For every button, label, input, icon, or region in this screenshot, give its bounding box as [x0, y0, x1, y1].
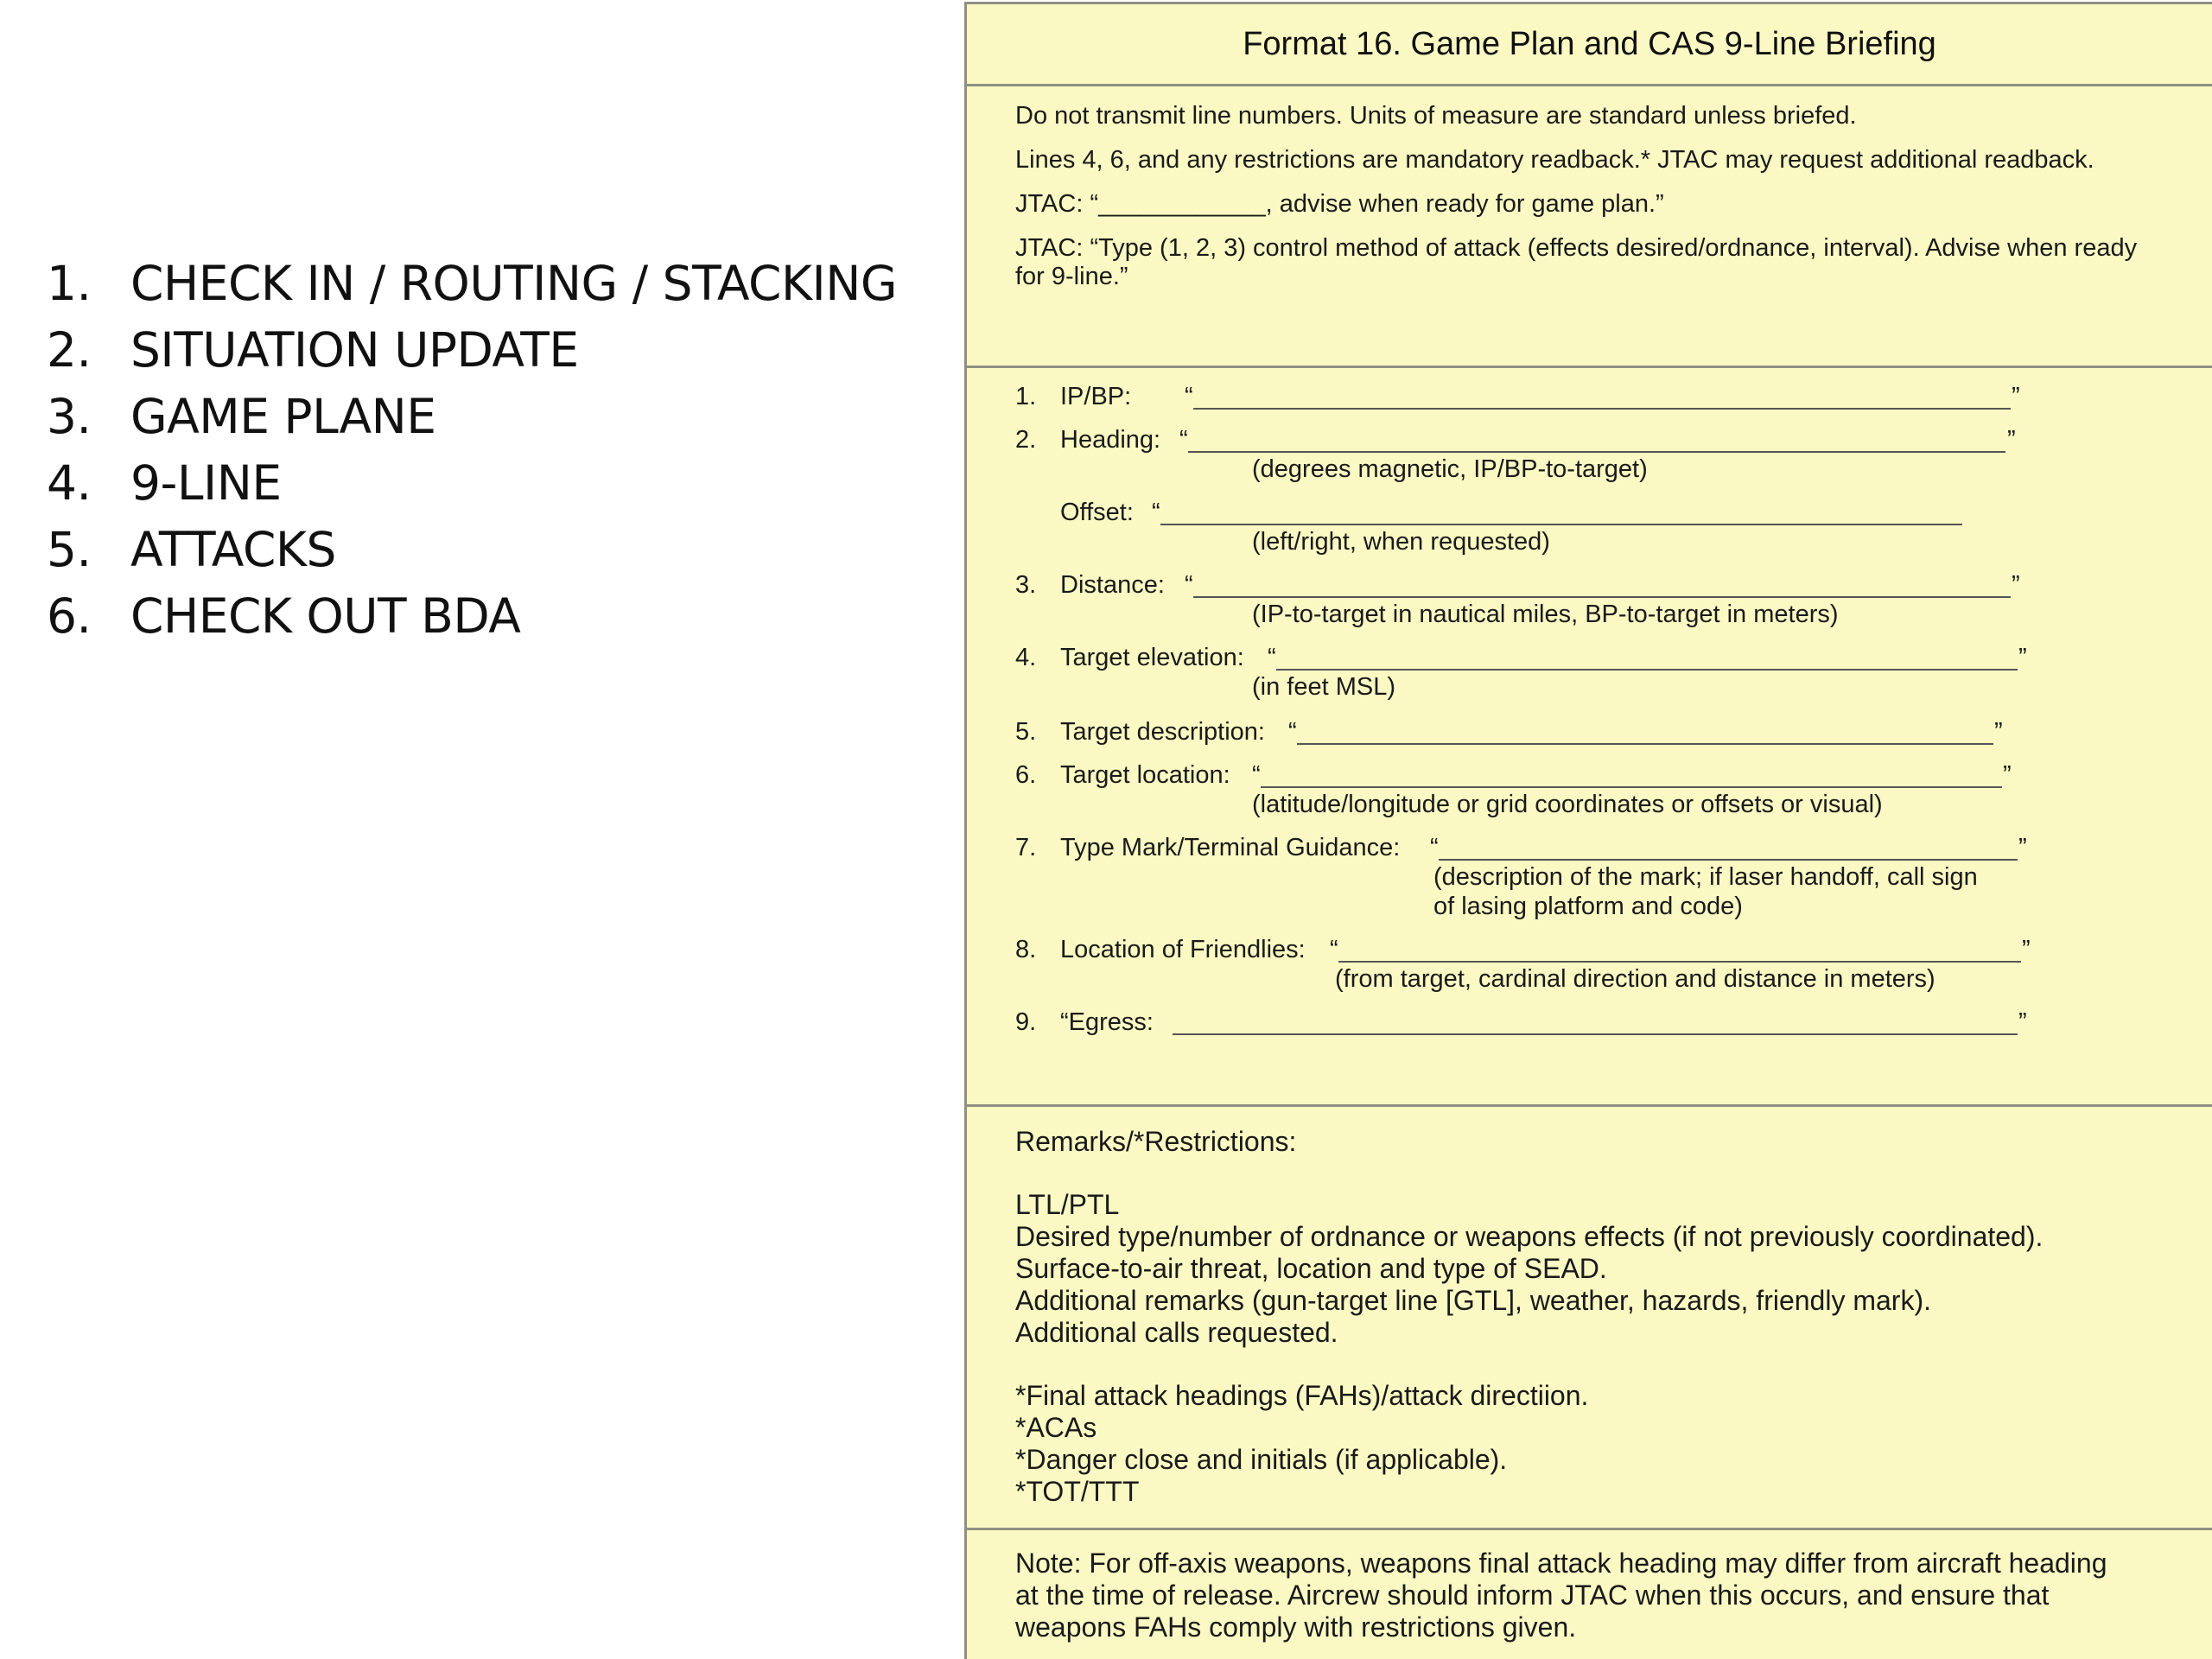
egress-field[interactable]	[1173, 1033, 2018, 1035]
restriction-item: *TOT/TTT	[1015, 1476, 1140, 1507]
line-label: Distance:	[1060, 571, 1165, 599]
line-9-row	[967, 1007, 2212, 1042]
open-quote: “	[1185, 383, 1193, 410]
list-item	[47, 450, 897, 517]
type-mark-hint: (description of the mark; if laser handoff, call sign	[1433, 863, 1978, 891]
remarks-item: Desired type/number of ordnance or weapons effects (if not previously coordinated).	[1015, 1221, 2044, 1252]
list-item	[47, 384, 897, 450]
line-label: Type Mark/Terminal Guidance:	[1060, 834, 1401, 861]
type-mark-hint: of lasing platform and code)	[1433, 893, 1743, 920]
intro-section	[967, 86, 2212, 368]
line-number: 9.	[1015, 1008, 1037, 1036]
close-quote: ”	[2003, 761, 2012, 789]
open-quote: “	[1288, 718, 1297, 746]
open-quote: “	[1430, 834, 1439, 861]
close-quote: ”	[2018, 834, 2027, 861]
offset-row	[967, 498, 2212, 532]
open-quote: “	[1152, 499, 1160, 526]
intro-paragraph: Lines 4, 6, and any restrictions are mandatory readback.* JTAC may request additional readback.	[1015, 146, 2094, 174]
list-item-number: 5.	[47, 522, 92, 577]
friendlies-field[interactable]	[1338, 961, 2021, 963]
target-elevation-field[interactable]	[1276, 669, 2018, 671]
line-number: 8.	[1015, 936, 1037, 963]
remarks-item: Additional calls requested.	[1015, 1317, 1338, 1348]
list-item-label: CHECK OUT BDA	[130, 588, 521, 644]
list-item-number: 2.	[47, 322, 92, 378]
list-item-number: 6.	[47, 588, 92, 644]
line-number: 4.	[1015, 644, 1037, 671]
line-5-row	[967, 717, 2212, 752]
line-label: Target elevation:	[1060, 644, 1244, 671]
target-location-field[interactable]	[1261, 786, 2002, 788]
distance-field[interactable]	[1193, 596, 2011, 598]
line-label: Target location:	[1060, 761, 1230, 789]
friendlies-hint: (from target, cardinal direction and distance in meters)	[1335, 965, 1936, 993]
list-item	[47, 517, 897, 583]
list-item-number: 1.	[47, 256, 92, 311]
line-label: IP/BP:	[1060, 383, 1132, 410]
open-quote: “	[1252, 761, 1261, 789]
list-item-label: ATTACKS	[130, 522, 336, 577]
line-number: 1.	[1015, 383, 1037, 410]
list-item-number: 3.	[47, 389, 92, 444]
intro-paragraph: JTAC: “Type (1, 2, 3) control method of attack (effects desired/ordnance, interval). Advise when ready for 9-line.”	[1015, 234, 2138, 290]
list-item-label: CHECK IN / ROUTING / STACKING	[130, 256, 898, 311]
list-item-label: GAME PLANE	[130, 389, 436, 444]
open-quote: “	[1330, 936, 1338, 963]
close-quote: ”	[2018, 1008, 2027, 1036]
offset-hint: (left/right, when requested)	[1252, 528, 1550, 556]
list-item-label: SITUATION UPDATE	[130, 322, 579, 378]
form-title-section	[967, 4, 2212, 86]
line-4-row	[967, 643, 2212, 677]
ip-bp-field[interactable]	[1193, 408, 2011, 410]
line-1-row	[967, 382, 2212, 416]
target-description-field[interactable]	[1297, 743, 1993, 745]
type-mark-field[interactable]	[1439, 859, 2018, 861]
close-quote: ”	[2012, 383, 2020, 410]
open-quote: “	[1268, 644, 1276, 671]
remarks-heading: Remarks/*Restrictions:	[1015, 1126, 1297, 1157]
offset-field[interactable]	[1160, 524, 1962, 525]
location-hint: (latitude/longitude or grid coordinates or offsets or visual)	[1252, 791, 1883, 818]
remarks-section	[967, 1107, 2212, 1530]
line-number: 3.	[1015, 571, 1037, 599]
briefing-steps-list	[47, 251, 897, 650]
list-item	[47, 583, 897, 650]
line-label: “Egress:	[1060, 1008, 1154, 1036]
close-quote: ”	[1994, 718, 2003, 746]
briefing-form-card	[964, 2, 2212, 1659]
line-number: 7.	[1015, 834, 1037, 861]
remarks-item: Surface-to-air threat, location and type of SEAD.	[1015, 1253, 1607, 1284]
heading-hint: (degrees magnetic, IP/BP-to-target)	[1252, 455, 1648, 483]
list-item-label: 9-LINE	[130, 455, 282, 511]
form-title: Format 16. Game Plan and CAS 9-Line Briefing	[1243, 25, 1936, 62]
remarks-item: Additional remarks (gun-target line [GTL], weather, hazards, friendly mark).	[1015, 1285, 1931, 1316]
line-number: 6.	[1015, 761, 1037, 789]
remarks-item: LTL/PTL	[1015, 1189, 1120, 1220]
close-quote: ”	[2012, 571, 2020, 599]
heading-field[interactable]	[1188, 451, 2005, 453]
elevation-hint: (in feet MSL)	[1252, 673, 1395, 701]
line-label: Location of Friendlies:	[1060, 936, 1306, 963]
restriction-item: *Danger close and initials (if applicable).	[1015, 1444, 1508, 1475]
list-item-number: 4.	[47, 455, 92, 511]
open-quote: “	[1179, 426, 1188, 454]
list-item	[47, 251, 897, 317]
line-label: Target description:	[1060, 718, 1265, 746]
open-quote: “	[1185, 571, 1193, 599]
line-label: Offset:	[1060, 499, 1134, 526]
restriction-item: *ACAs	[1015, 1412, 1097, 1443]
line-number: 5.	[1015, 718, 1037, 746]
close-quote: ”	[2018, 644, 2027, 671]
restriction-item: *Final attack headings (FAHs)/attack directiion.	[1015, 1380, 1589, 1411]
note-section	[967, 1530, 2212, 1659]
list-item	[47, 317, 897, 384]
close-quote: ”	[2022, 936, 2031, 963]
intro-paragraph: JTAC: “____________, advise when ready for game plan.”	[1015, 190, 1664, 218]
nine-line-section	[967, 368, 2212, 1107]
line-number: 2.	[1015, 426, 1037, 454]
intro-paragraph: Do not transmit line numbers. Units of measure are standard unless briefed.	[1015, 102, 1857, 130]
close-quote: ”	[2007, 426, 2016, 454]
line-label: Heading:	[1060, 426, 1161, 454]
distance-hint: (IP-to-target in nautical miles, BP-to-target in meters)	[1252, 601, 1839, 628]
note-text: Note: For off-axis weapons, weapons final attack heading may differ from aircraft heading at the time of release. Aircrew should inform JTAC when this occurs, and ensure that weapons FAHs comply with restrictions given.	[1015, 1548, 2107, 1643]
